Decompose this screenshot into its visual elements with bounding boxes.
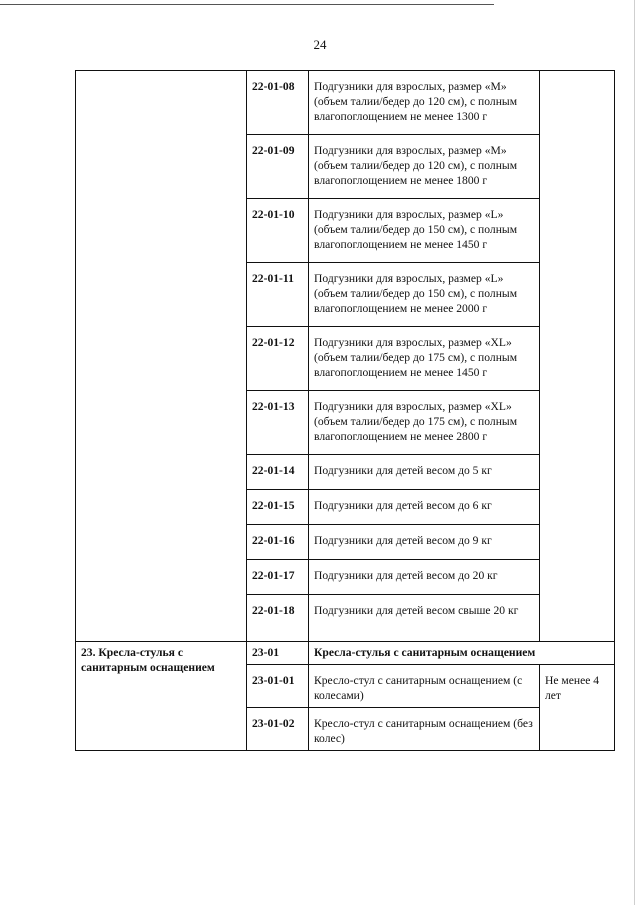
item-code: 22-01-14: [247, 455, 309, 490]
item-name: Кресло-стул с санитарным оснащением (с колесами): [309, 665, 540, 708]
item-name: Подгузники для взрослых, размер «L» (объем талии/бедер до 150 см), с полным влагопоглощением не менее 2000 г: [309, 263, 540, 327]
item-name: Подгузники для взрослых, размер «L» (объем талии/бедер до 150 см), с полным влагопоглощением не менее 1450 г: [309, 199, 540, 263]
item-code: 23-01-01: [247, 665, 309, 708]
item-code: 22-01-16: [247, 525, 309, 560]
item-code: 23-01-02: [247, 708, 309, 751]
item-name: Подгузники для детей весом до 9 кг: [309, 525, 540, 560]
top-scan-rule: [0, 4, 494, 5]
item-term: Не менее 4 лет: [540, 665, 615, 751]
item-code: 22-01-09: [247, 135, 309, 199]
group-name: Кресла-стулья с санитарным оснащением: [309, 642, 615, 665]
item-name: Подгузники для детей весом до 6 кг: [309, 490, 540, 525]
page-number: 24: [313, 37, 327, 52]
item-name: Подгузники для взрослых, размер «M» (объем талии/бедер до 120 см), с полным влагопоглощением не менее 1300 г: [309, 71, 540, 135]
item-name: Кресло-стул с санитарным оснащением (без колес): [309, 708, 540, 751]
section-22-title-cell: [76, 71, 247, 642]
item-code: 22-01-12: [247, 327, 309, 391]
item-code: 22-01-15: [247, 490, 309, 525]
item-name: Подгузники для детей весом до 5 кг: [309, 455, 540, 490]
item-code: 22-01-17: [247, 560, 309, 595]
section-23-title: 23. Кресла-стулья с санитарным оснащением: [76, 642, 247, 751]
right-scan-edge: [634, 0, 635, 905]
item-name: Подгузники для взрослых, размер «XL» (объем талии/бедер до 175 см), с полным влагопоглощением не менее 1450 г: [309, 327, 540, 391]
term-cell: [540, 71, 615, 642]
item-code: 22-01-08: [247, 71, 309, 135]
item-code: 22-01-13: [247, 391, 309, 455]
item-name: Подгузники для взрослых, размер «XL» (объем талии/бедер до 175 см), с полным влагопоглощением не менее 2800 г: [309, 391, 540, 455]
item-code: 22-01-18: [247, 595, 309, 642]
group-code: 23-01: [247, 642, 309, 665]
item-name: Подгузники для детей весом свыше 20 кг: [309, 595, 540, 642]
table-row: [76, 642, 615, 665]
item-code: 22-01-11: [247, 263, 309, 327]
classification-table: [75, 70, 615, 751]
item-code: 22-01-10: [247, 199, 309, 263]
table-row: [76, 71, 615, 135]
item-name: Подгузники для взрослых, размер «M» (объем талии/бедер до 120 см), с полным влагопоглощением не менее 1800 г: [309, 135, 540, 199]
item-name: Подгузники для детей весом до 20 кг: [309, 560, 540, 595]
